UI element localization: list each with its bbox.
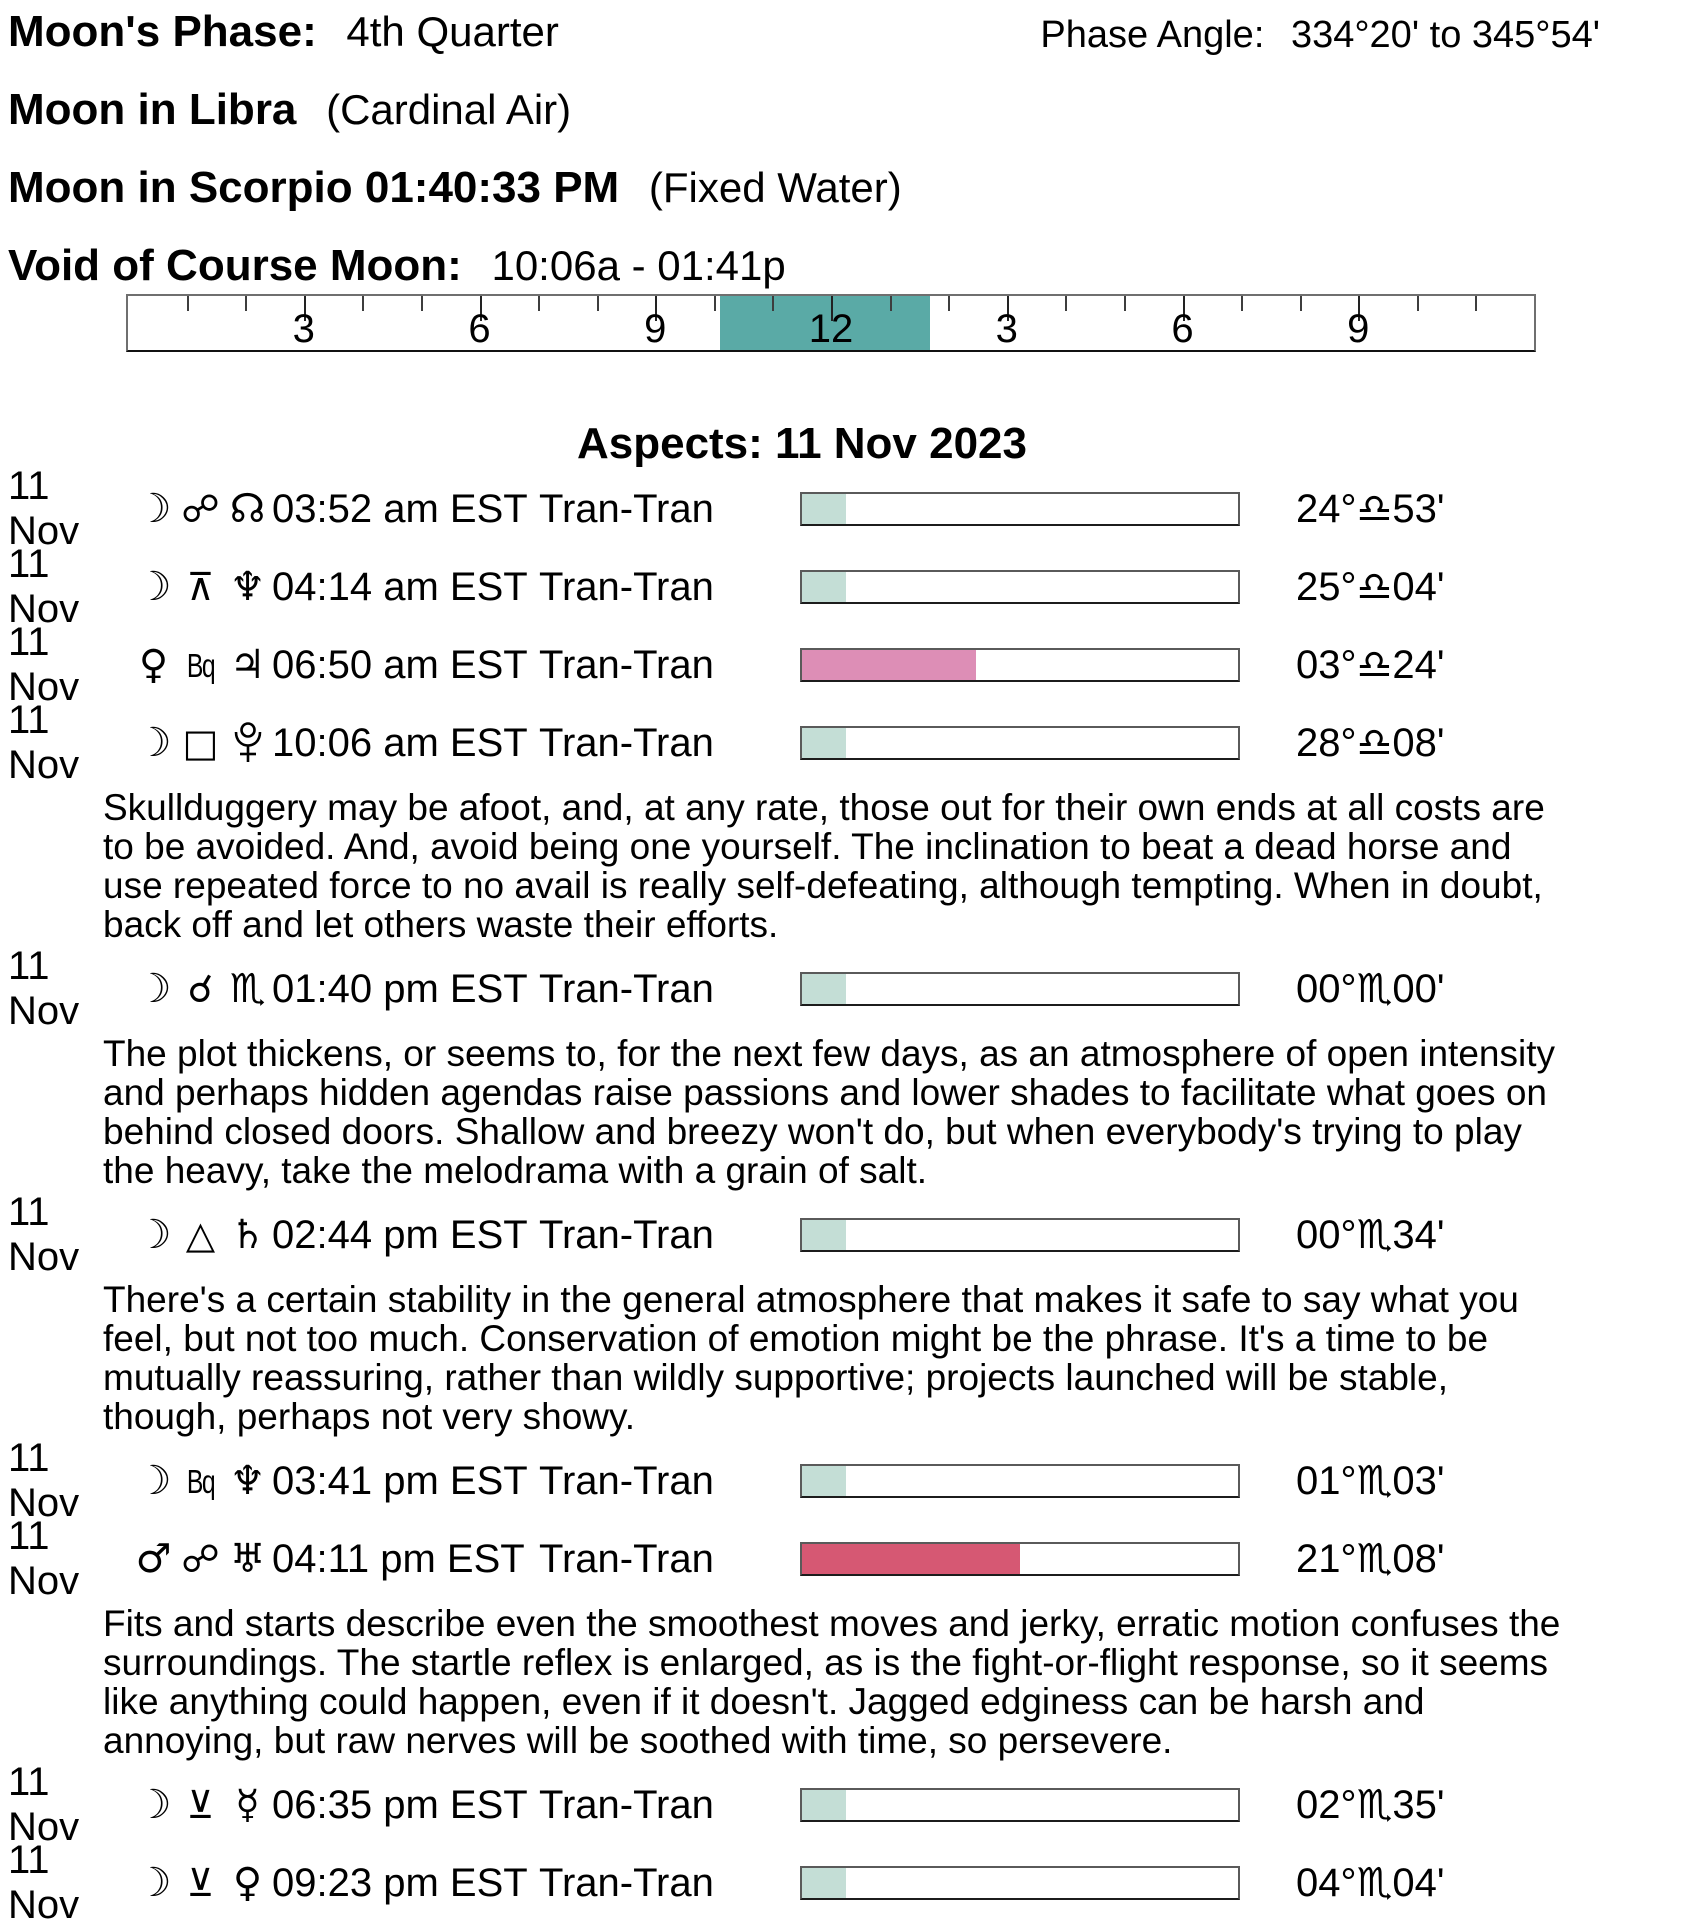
opposition-icon: ☍ — [181, 1537, 220, 1581]
void-of-course-value: 10:06a - 01:41p — [491, 242, 786, 289]
moon-sign-2-note: (Fixed Water) — [648, 164, 902, 211]
aspect-degree: 21°♏08' — [1296, 1537, 1445, 1581]
jupiter-icon: ♃ — [229, 642, 266, 688]
orb-progress-bar — [800, 726, 1240, 760]
conjunction-icon: ☌ — [187, 967, 214, 1011]
aspect-interpretation: Skullduggery may be afoot, and, at any rate, those out for their own ends at all costs are to be avoided. And, avoid being one yourself. The inclination to beat a dead horse and use repeated force to no avail is really self-defeating, although tempting. When in doubt, back off and let others waste their efforts. — [103, 787, 1545, 945]
hour-tick — [890, 296, 892, 311]
mercury-icon: ☿ — [235, 1782, 260, 1828]
aspect-degree: 25°♎04' — [1296, 565, 1445, 609]
semisextile-icon: ⊻ — [186, 1783, 215, 1827]
north-node-icon: ☊ — [229, 486, 266, 532]
orb-progress-fill — [802, 728, 846, 758]
hour-tick — [187, 296, 189, 311]
aspects-list — [0, 464, 1684, 1922]
hour-tick — [538, 296, 540, 311]
aspect-type: Tran-Tran — [539, 1536, 714, 1581]
neptune-icon: ♆ — [229, 564, 266, 610]
aspect-row — [8, 1436, 1684, 1525]
moon-sign-line-1 — [0, 84, 1684, 136]
aspect-interpretation: The plot thickens, or seems to, for the next few days, as an atmosphere of open intensity and perhaps hidden agendas raise passions and lower shades to facilitate what goes on behind closed doors. Shallow and breezy won't do, but when everybody's trying to play the heavy, take the melodrama with a grain of salt. — [103, 1033, 1555, 1191]
aspect-time: 04:11 pm EST — [272, 1536, 525, 1581]
semisextile-icon: ⊻ — [186, 1861, 215, 1905]
aspect-symbols — [130, 1782, 272, 1828]
aspect-symbols — [130, 1536, 272, 1582]
aspect-type: Tran-Tran — [539, 1860, 714, 1905]
orb-progress-fill — [802, 1220, 846, 1250]
hour-tick — [362, 296, 364, 311]
void-of-course-label: Void of Course Moon: — [8, 241, 462, 290]
phase-angle-line — [1040, 14, 1600, 57]
scorpio-icon: ♏ — [229, 966, 266, 1012]
aspect-type: Tran-Tran — [539, 1782, 714, 1827]
aspect-time: 06:50 am EST — [272, 642, 528, 687]
hour-tick — [1475, 296, 1477, 311]
aspect-time: 10:06 am EST — [272, 720, 528, 765]
trine-icon: △ — [185, 1213, 216, 1257]
venus-icon: ♀ — [232, 1860, 263, 1906]
aspect-type: Tran-Tran — [539, 642, 714, 687]
void-of-course-line — [0, 240, 1684, 292]
orb-progress-bar — [800, 1218, 1240, 1252]
moon-sign-1-note: (Cardinal Air) — [326, 86, 572, 133]
orb-progress-bar — [800, 1866, 1240, 1900]
hour-tick — [1124, 296, 1126, 311]
hour-tick — [714, 296, 716, 311]
aspect-date: 11 Nov — [8, 1760, 80, 1849]
aspect-degree: 03°♎24' — [1296, 643, 1445, 687]
orb-progress-fill — [802, 1790, 846, 1820]
aspect-type: Tran-Tran — [539, 1212, 714, 1257]
moon-icon: ☽ — [135, 564, 172, 610]
biquintile-label: Bq — [186, 1462, 215, 1500]
aspect-date: 11 Nov — [8, 698, 80, 787]
hour-label: 12 — [808, 307, 854, 351]
aspect-time: 03:41 pm EST — [272, 1458, 528, 1503]
aspect-row — [8, 698, 1684, 787]
moon-sign-2-title: Moon in Scorpio 01:40:33 PM — [8, 163, 620, 212]
moon-sign-line-2 — [0, 162, 1684, 214]
hour-tick — [772, 296, 774, 311]
aspect-type: Tran-Tran — [539, 966, 714, 1011]
aspect-interpretation: Fits and starts describe even the smoothest moves and jerky, erratic motion confuses the surroundings. The startle reflex is enlarged, as is the fight-or-flight response, so it seems like anything could happen, even if it doesn't. Jagged edginess can be harsh and annoying, but raw nerves will be soothed with time, so persevere. — [103, 1603, 1561, 1761]
venus-icon: ♀ — [138, 642, 169, 688]
aspect-row — [8, 1838, 1684, 1922]
orb-progress-fill — [802, 1466, 846, 1496]
moon-icon: ☽ — [135, 966, 172, 1012]
aspect-date: 11 Nov — [8, 1190, 80, 1279]
orb-progress-bar — [800, 492, 1240, 526]
aspect-time: 01:40 pm EST — [272, 966, 528, 1011]
aspect-symbols — [130, 564, 272, 610]
aspect-degree: 04°♏04' — [1296, 1861, 1445, 1905]
aspect-date: 11 Nov — [8, 620, 80, 709]
aspect-interpretation: There's a certain stability in the general atmosphere that makes it safe to say what you feel, but not too much. Conservation of emotion might be the phrase. It's a time to be mutually reassuring, rather than wildly supportive; projects launched will be stable, though, perhaps not very showy. — [103, 1279, 1519, 1437]
hour-tick — [421, 296, 423, 311]
hour-label: 9 — [1347, 307, 1370, 351]
aspect-type: Tran-Tran — [539, 1458, 714, 1503]
aspect-date: 11 Nov — [8, 542, 80, 631]
hour-label: 6 — [468, 307, 491, 351]
aspect-date: 11 Nov — [8, 464, 80, 553]
orb-progress-bar — [800, 1788, 1240, 1822]
pluto-icon — [224, 721, 271, 765]
aspect-row — [8, 542, 1684, 631]
voc-timeline — [126, 294, 1536, 352]
orb-progress-bar — [800, 1464, 1240, 1498]
orb-progress-fill — [802, 572, 846, 602]
phase-angle-label: Phase Angle: — [1040, 14, 1265, 56]
aspect-time: 04:14 am EST — [272, 564, 528, 609]
aspect-symbols — [130, 721, 272, 765]
aspect-symbols — [130, 486, 272, 532]
aspect-row — [8, 620, 1684, 709]
orb-progress-bar — [800, 648, 1240, 682]
hour-tick — [245, 296, 247, 311]
aspect-date: 11 Nov — [8, 944, 80, 1033]
hour-label: 6 — [1171, 307, 1194, 351]
aspect-symbols — [130, 642, 272, 688]
aspect-degree: 00°♏34' — [1296, 1213, 1445, 1257]
orb-progress-fill — [802, 1868, 846, 1898]
aspect-time: 02:44 pm EST — [272, 1212, 528, 1257]
orb-progress-bar — [800, 1542, 1240, 1576]
orb-progress-fill — [802, 1544, 1020, 1574]
aspect-date: 11 Nov — [8, 1436, 80, 1525]
hour-tick — [1065, 296, 1067, 311]
moon-phase-value: 4th Quarter — [346, 8, 559, 55]
orb-progress-bar — [800, 972, 1240, 1006]
phase-angle-value: 334°20' to 345°54' — [1290, 14, 1600, 56]
aspect-symbols — [130, 966, 272, 1012]
hour-label: 3 — [292, 307, 315, 351]
hour-tick — [1241, 296, 1243, 311]
aspect-degree: 00°♏00' — [1296, 967, 1445, 1011]
hour-tick — [948, 296, 950, 311]
orb-progress-fill — [802, 650, 976, 680]
aspect-degree: 02°♏35' — [1296, 1783, 1445, 1827]
moon-sign-1-title: Moon in Libra — [8, 85, 297, 134]
aspect-row — [8, 1760, 1684, 1849]
orb-progress-fill — [802, 494, 846, 524]
aspect-row — [8, 464, 1684, 553]
mars-icon: ♂ — [135, 1536, 172, 1582]
uranus-icon: ♅ — [229, 1536, 266, 1582]
biquintile-label: Bq — [186, 646, 215, 684]
moon-icon: ☽ — [135, 1212, 172, 1258]
aspect-date: 11 Nov — [8, 1838, 80, 1922]
aspect-symbols — [130, 1458, 272, 1504]
moon-icon: ☽ — [135, 1782, 172, 1828]
aspect-row — [8, 944, 1684, 1033]
aspect-row — [8, 1514, 1684, 1603]
square-icon: □ — [182, 721, 219, 765]
aspect-date: 11 Nov — [8, 1514, 80, 1603]
hour-label: 9 — [644, 307, 667, 351]
hour-tick — [597, 296, 599, 311]
quincunx-icon: ⊼ — [186, 565, 215, 609]
aspect-degree: 28°♎08' — [1296, 721, 1445, 765]
moon-icon: ☽ — [135, 1458, 172, 1504]
aspect-degree: 24°♎53' — [1296, 487, 1445, 531]
aspect-type: Tran-Tran — [539, 564, 714, 609]
aspect-time: 06:35 pm EST — [272, 1782, 528, 1827]
aspect-type: Tran-Tran — [539, 720, 714, 765]
opposition-icon: ☍ — [181, 487, 220, 531]
saturn-icon: ♄ — [229, 1212, 266, 1258]
aspect-time: 09:23 pm EST — [272, 1860, 528, 1905]
hour-label: 3 — [995, 307, 1018, 351]
hour-tick — [1417, 296, 1419, 311]
aspects-title: Aspects: 11 Nov 2023 — [576, 419, 1028, 468]
orb-progress-fill — [802, 974, 846, 1004]
aspect-time: 03:52 am EST — [272, 486, 528, 531]
moon-phase-label: Moon's Phase: — [8, 7, 317, 56]
aspect-degree: 01°♏03' — [1296, 1459, 1445, 1503]
moon-icon: ☽ — [135, 1860, 172, 1906]
aspect-symbols — [130, 1212, 272, 1258]
moon-icon: ☽ — [135, 486, 172, 532]
neptune-icon: ♆ — [229, 1458, 266, 1504]
moon-icon: ☽ — [135, 720, 172, 766]
aspect-type: Tran-Tran — [539, 486, 714, 531]
hour-tick — [1300, 296, 1302, 311]
aspect-symbols — [130, 1860, 272, 1906]
aspect-row — [8, 1190, 1684, 1279]
orb-progress-bar — [800, 570, 1240, 604]
